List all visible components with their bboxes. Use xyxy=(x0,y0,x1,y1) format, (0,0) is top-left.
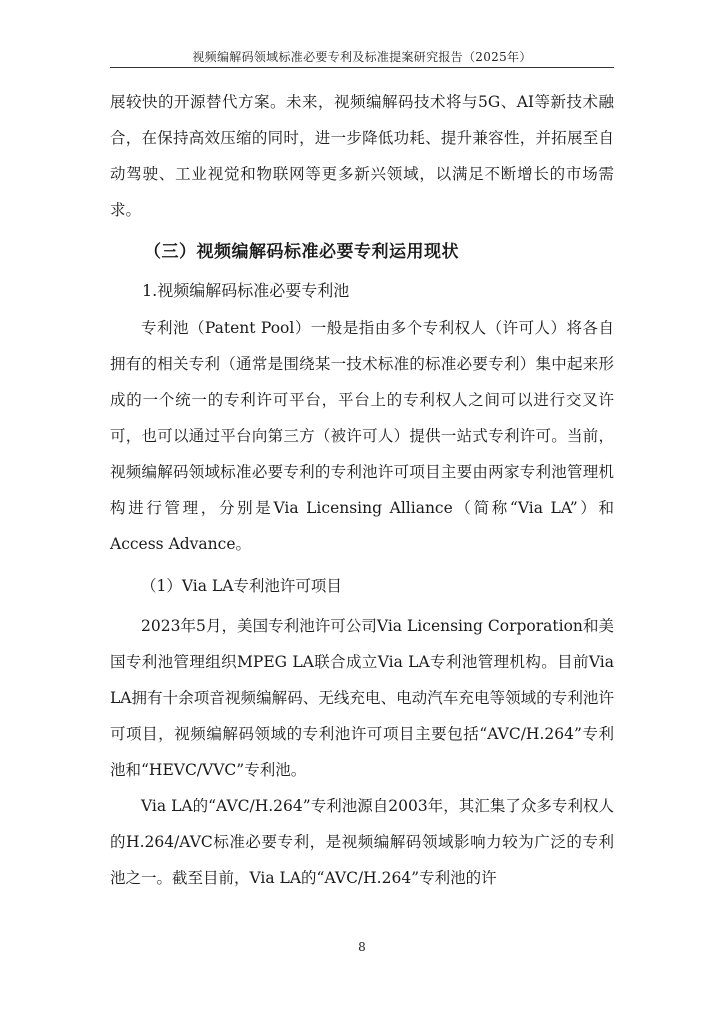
header-divider xyxy=(110,67,614,68)
paragraph-patent-pool: 专利池（Patent Pool）一般是指由多个专利权人（许可人）将各自拥有的相关专利（通常是围绕某一技术标准的标准必要专利）集中起来形成的一个统一的专利许可平台，平台上的专利权人之间可以进行交叉许可，也可以通过平台向第三方（被许可人）提供一站式专利许可。当前，视频编解码领域标准必要专利的专利池许可项目主要由两家专利池管理机构进行管理，分别是Via Licensing Alliance（简称“Via LA”）和Access Advance。 xyxy=(110,319,614,553)
page-body xyxy=(110,84,614,896)
paragraph-via-la-founding: 2023年5月，美国专利池许可公司Via Licensing Corporation和美国专利池管理组织MPEG LA联合成立Via LA专利池管理机构。目前Via LA拥有十余项音视频编解码、无线充电、电动汽车充电等领域的专利池许可项目，视频编解码领域的专利池许可项目主要包括“AVC/H.264”专利池和“HEVC/VVC”专利池。 xyxy=(110,617,614,779)
subsection-heading: 1.视频编解码标准必要专利池 xyxy=(142,281,350,300)
running-header: 视频编解码领域标准必要专利及标准提案研究报告（2025年） xyxy=(192,50,532,64)
paragraph-continued: 展较快的开源替代方案。未来，视频编解码技术将与5G、AI等新技术融合，在保持高效压缩的同时，进一步降低功耗、提升兼容性，并拓展至自动驾驶、工业视觉和物联网等更多新兴领域，以满足不断增长的市场需求。 xyxy=(110,93,614,219)
item-heading: （1）Via LA专利池许可项目 xyxy=(141,577,342,595)
page-number: 8 xyxy=(358,940,366,954)
paragraph-via-la-avc-pool: Via LA的“AVC/H.264”专利池源自2003年，其汇集了众多专利权人的H.264/AVC标准必要专利，是视频编解码领域影响力较为广泛的专利池之一。截至目前，Via LA的“AVC/H.264”专利池的许 xyxy=(110,797,614,887)
section-heading: （三）视频编解码标准必要专利运用现状 xyxy=(144,242,459,262)
